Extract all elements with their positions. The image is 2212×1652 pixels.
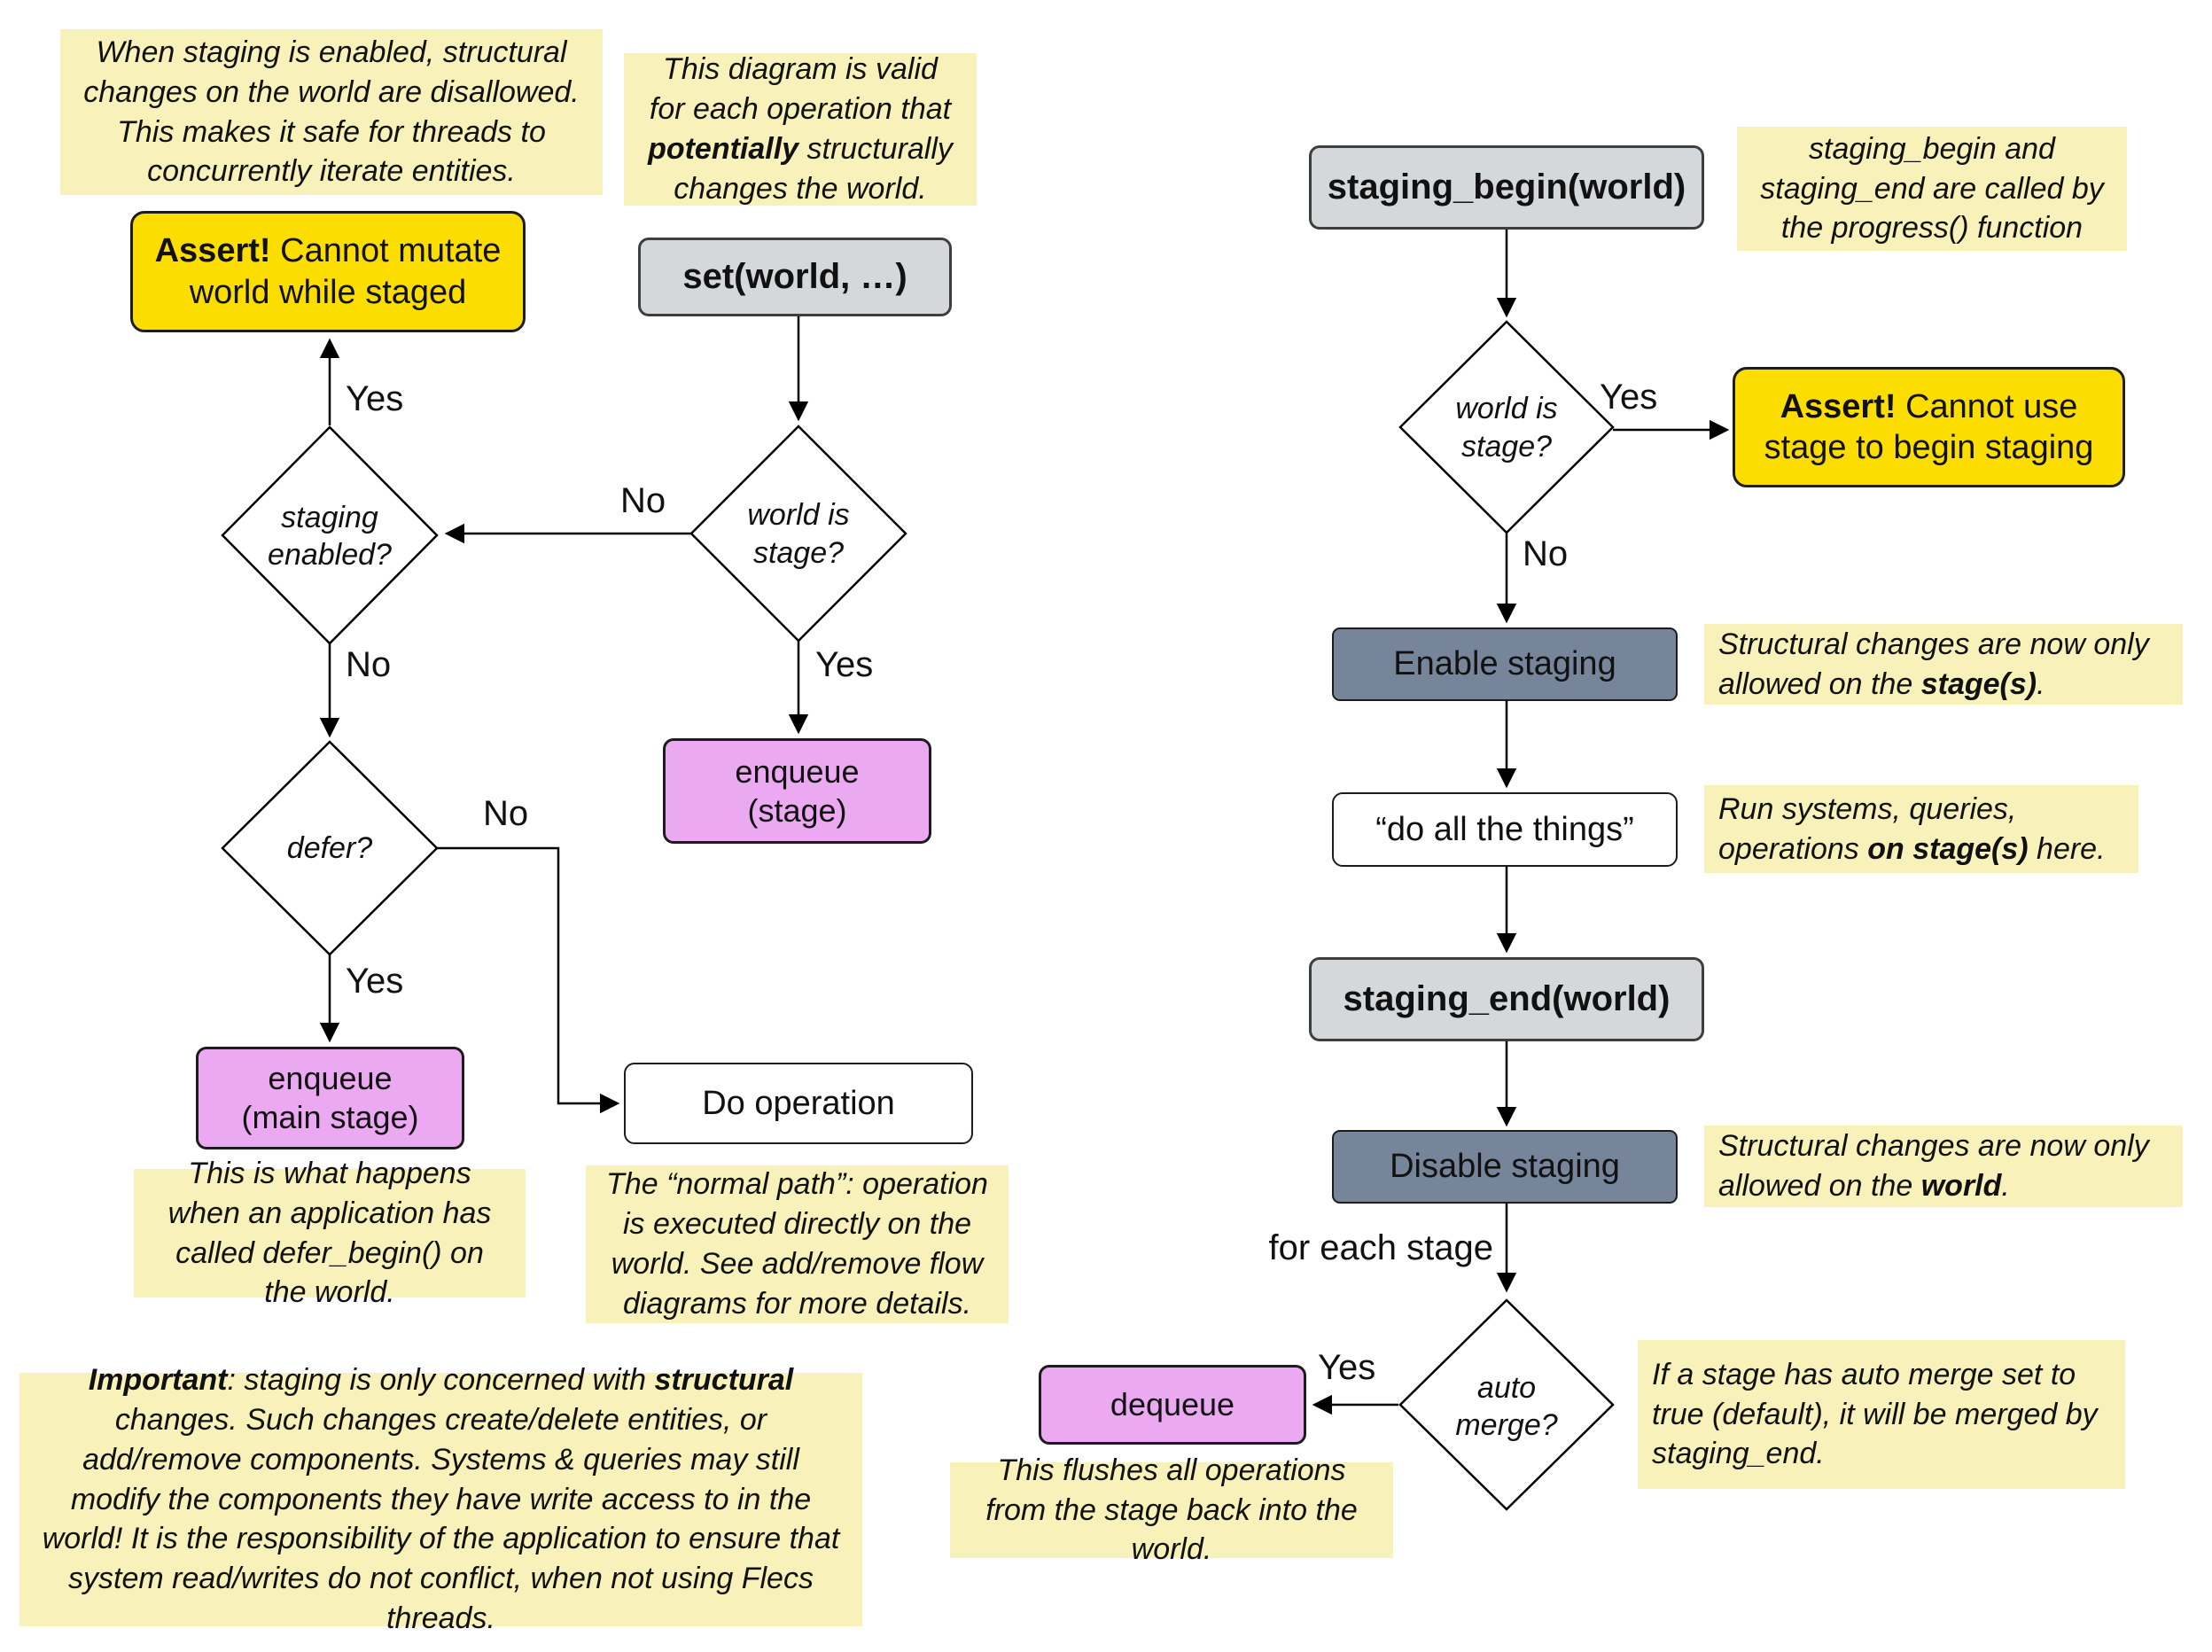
- edge-label-no-world-enable: No: [1523, 534, 1569, 573]
- note-flush: This flushes all operations from the stage back into the world.: [950, 1462, 1393, 1558]
- note-progress-function: staging_begin and staging_end are called by the progress() function: [1737, 127, 2127, 251]
- edge-label-yes-world-enqueue: Yes: [815, 645, 874, 684]
- note-normal-path: The “normal path”: operation is executed directly on the world. See add/remove flow diagrams for more details.: [586, 1165, 1009, 1323]
- edge-label-yes-automerge-dequeue: Yes: [1318, 1348, 1376, 1387]
- do-operation-box: Do operation: [624, 1063, 973, 1144]
- edge-label-for-each-stage: for each stage: [1268, 1228, 1493, 1267]
- edge-label-yes-defer-enqueue: Yes: [346, 962, 404, 1001]
- defer-label: defer?: [286, 831, 373, 866]
- enqueue-main-stage-box: enqueue (main stage): [196, 1047, 464, 1149]
- world-is-stage-right-label: world is stage?: [1455, 392, 1558, 464]
- set-world-box: set(world, …): [638, 238, 952, 316]
- staging-end-box: staging_end(world): [1309, 957, 1704, 1041]
- staging-begin-box: staging_begin(world): [1309, 145, 1704, 230]
- edge-label-no-world-staging: No: [620, 481, 666, 520]
- note-when-staging-enabled: When staging is enabled, structural changes on the world are disallowed. This makes it safe for threads to concurrently iterate entities.: [60, 29, 603, 195]
- disable-staging-box: Disable staging: [1332, 1130, 1678, 1204]
- edge-label-yes-world-assert: Yes: [1600, 378, 1658, 417]
- staging-enabled-label: staging enabled?: [268, 500, 392, 572]
- edge-label-no-defer-dooperation: No: [483, 794, 529, 833]
- note-defer-begin: This is what happens when an application has called defer_begin() on the world.: [134, 1169, 526, 1297]
- edge-label-no-staging-defer: No: [346, 645, 392, 684]
- enqueue-stage-box: enqueue (stage): [663, 738, 931, 844]
- note-auto-merge: If a stage has auto merge set to true (default), it will be merged by staging_end.: [1638, 1340, 2125, 1489]
- auto-merge-label: auto merge?: [1455, 1370, 1558, 1442]
- note-run-systems: Run systems, queries, operations on stage(s) here.: [1704, 785, 2138, 873]
- edge-label-yes-staging-assert: Yes: [346, 379, 404, 418]
- enable-staging-box: Enable staging: [1332, 627, 1678, 701]
- note-diagram-valid: This diagram is valid for each operation that potentially structurally changes the world.: [624, 53, 977, 206]
- assert-cannot-mutate-box: Assert! Cannot mutate world while staged: [130, 211, 526, 332]
- note-structural-world: Structural changes are now only allowed on the world.: [1704, 1126, 2183, 1207]
- dequeue-box: dequeue: [1039, 1365, 1306, 1445]
- do-all-the-things-box: “do all the things”: [1332, 792, 1678, 867]
- note-structural-stages: Structural changes are now only allowed on the stage(s).: [1704, 624, 2183, 705]
- assert-cannot-use-stage-box: Assert! Cannot use stage to begin staging: [1733, 367, 2125, 487]
- world-is-stage-left-label: world is stage?: [747, 498, 850, 570]
- note-important: Important: staging is only concerned with structural changes. Such changes create/delete entities, or add/remove components. Systems & queries may still modify the components they have write access to in the world! It is the responsibility of the application to ensure that system read/writes do not conflict, when not using Flecs threads.: [19, 1373, 862, 1626]
